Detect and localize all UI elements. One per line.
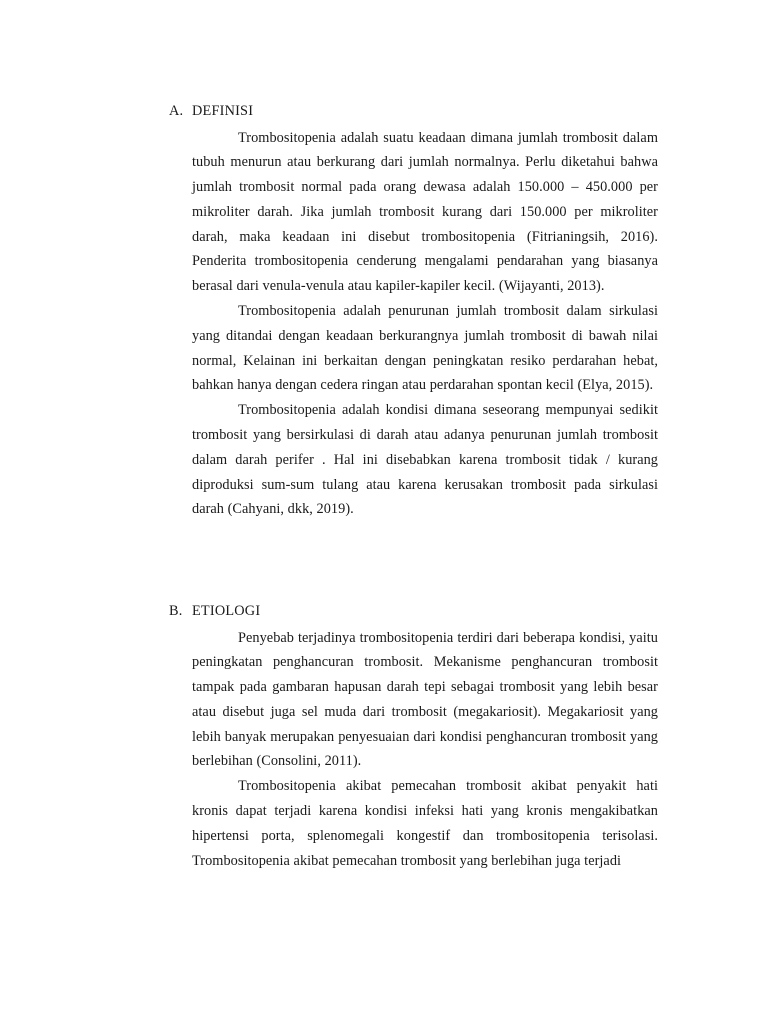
paragraph: Penyebab terjadinya trombositopenia terdiri dari beberapa kondisi, yaitu peningkatan penghancuran trombosit. Mekanisme penghancuran trombosit tampak pada gambaran hapusan darah tepi sebagai trombosit yang lebih besar atau disebut juga sel muda dari trombosit (megakariosit). Megakariosit yang lebih banyak merupakan penyesuaian dari kondisi penghancuran trombosit yang berlebihan (Consolini, 2011). bbox=[192, 629, 658, 770]
section-letter: B. bbox=[169, 603, 183, 619]
section-title: ETIOLOGI bbox=[192, 603, 261, 619]
paragraph: Trombositopenia adalah suatu keadaan dimana jumlah trombosit dalam tubuh menurun atau berkurang dari jumlah normalnya. Perlu diketahui bahwa jumlah trombosit normal pada orang dewasa adalah 150.000 – 450.000 per mikroliter darah. Jika jumlah trombosit kurang dari 150.000 per mikroliter darah, maka keadaan ini disebut trombositopenia (Fitrianingsih, 2016). Penderita trombositopenia cenderung mengalami pendarahan yang biasanya berasal dari venula-venula atau kapiler-kapiler kecil. (Wijayanti, 2013). bbox=[192, 129, 658, 295]
section-definisi bbox=[169, 101, 659, 522]
paragraph: Trombositopenia adalah kondisi dimana seseorang mempunyai sedikit trombosit yang bersirkulasi di darah atau adanya penurunan jumlah trombosit dalam darah perifer . Hal ini disebabkan karena trombosit tidak / kurang diproduksi sum-sum tulang atau karena kerusakan trombosit pada sirkulasi darah (Cahyani, dkk, 2019). bbox=[192, 402, 658, 518]
section-letter: A. bbox=[169, 103, 184, 119]
section-heading bbox=[169, 101, 659, 121]
paragraph: Trombositopenia akibat pemecahan trombosit akibat penyakit hati kronis dapat terjadi karena kondisi infeksi hati yang kronis mengakibatkan hipertensi porta, splenomegali kongestif dan trombositopenia terisolasi. Trombositopenia akibat pemecahan trombosit yang berlebihan juga terjadi bbox=[192, 778, 658, 869]
section-title: DEFINISI bbox=[192, 103, 254, 119]
section-etiologi bbox=[169, 601, 659, 873]
section-heading bbox=[169, 601, 659, 621]
paragraph: Trombositopenia adalah penurunan jumlah trombosit dalam sirkulasi yang ditandai dengan keadaan berkurangnya jumlah trombosit di bawah nilai normal, Kelainan ini berkaitan dengan peningkatan resiko perdarahan hebat, bahkan hanya dengan cedera ringan atau perdarahan spontan kecil (Elya, 2015). bbox=[192, 303, 658, 394]
